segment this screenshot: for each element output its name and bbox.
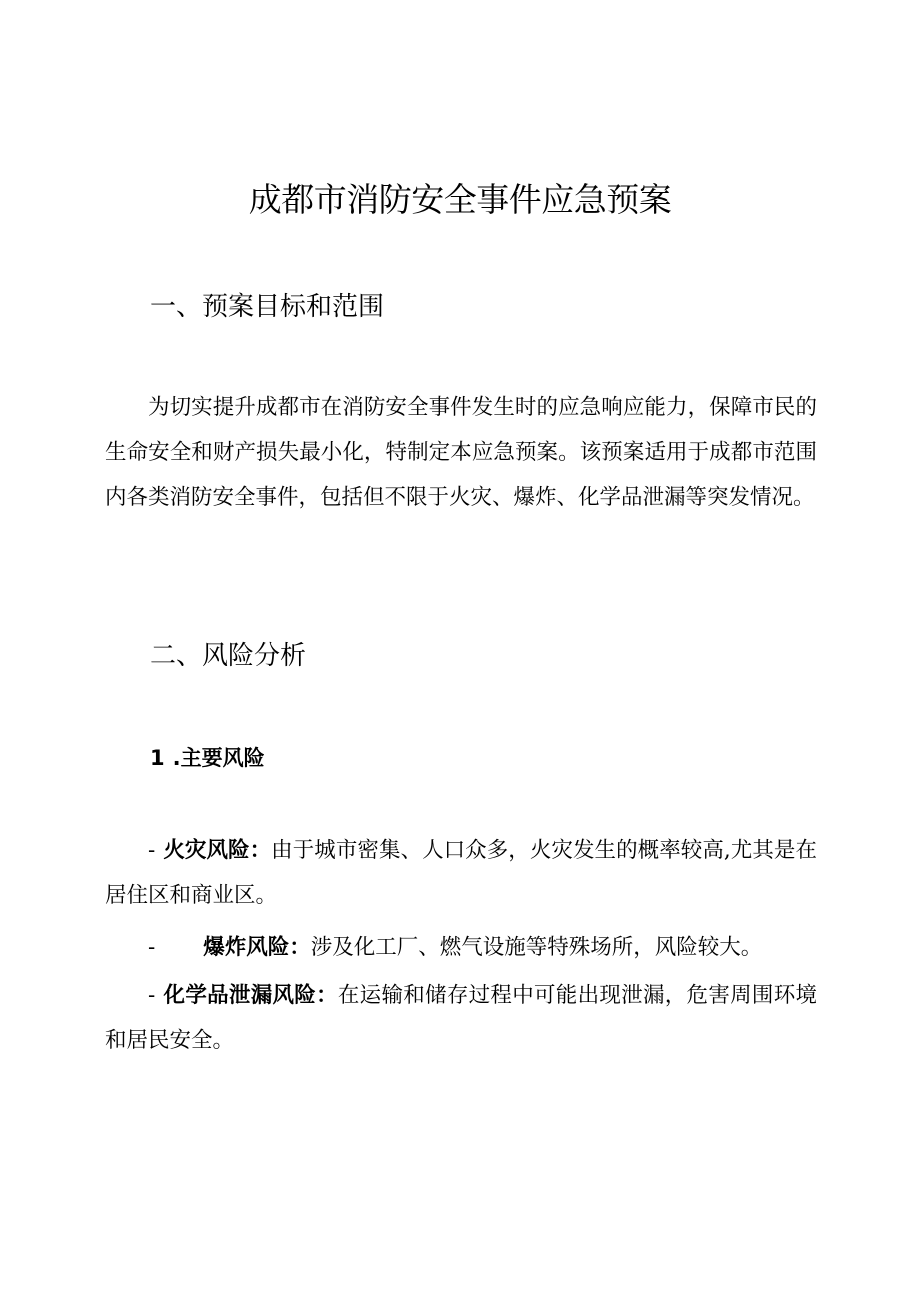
risk-dash: - (148, 983, 156, 1008)
risk-description: 在运输和储存过程中可能出现泄漏，危害周围环境和居民安全。 (105, 983, 817, 1053)
section-heading-objectives-scope: 一、预案目标和范围 (150, 292, 385, 322)
risk-dash: - (148, 838, 156, 863)
objectives-scope-paragraph: 为切实提升成都市在消防安全事件发生时的应急响应能力，保障市民的生命安全和财产损失最小化，特制定本应急预案。该预案适用于成都市范围内各类消防安全事件，包括但不限于火灾、爆炸、化学品泄漏等突发情况。 (105, 395, 817, 510)
risk-item-fire (105, 828, 817, 918)
risk-item-chemical-leak (105, 973, 817, 1063)
risk-item-explosion (105, 925, 817, 970)
section-heading-risk-analysis: 二、风险分析 (150, 641, 307, 671)
risk-label: 火灾风险： (163, 838, 272, 863)
subsection-number: 1 (150, 746, 165, 770)
document-title: 成都市消防安全事件应急预案 (248, 180, 672, 219)
risk-description: 由于城市密集、人口众多，火灾发生的概率较高,尤其是在居住区和商业区。 (105, 838, 817, 908)
risk-description: 涉及化工厂、燃气设施等特殊场所，风险较大。 (310, 935, 763, 960)
risk-label: 化学品泄漏风险： (163, 983, 338, 1008)
risk-label: 爆炸风险： (203, 935, 311, 960)
subsection-title: .主要风险 (172, 746, 265, 770)
risk-dash: - (148, 935, 156, 960)
subsection-heading-main-risks (150, 738, 265, 778)
